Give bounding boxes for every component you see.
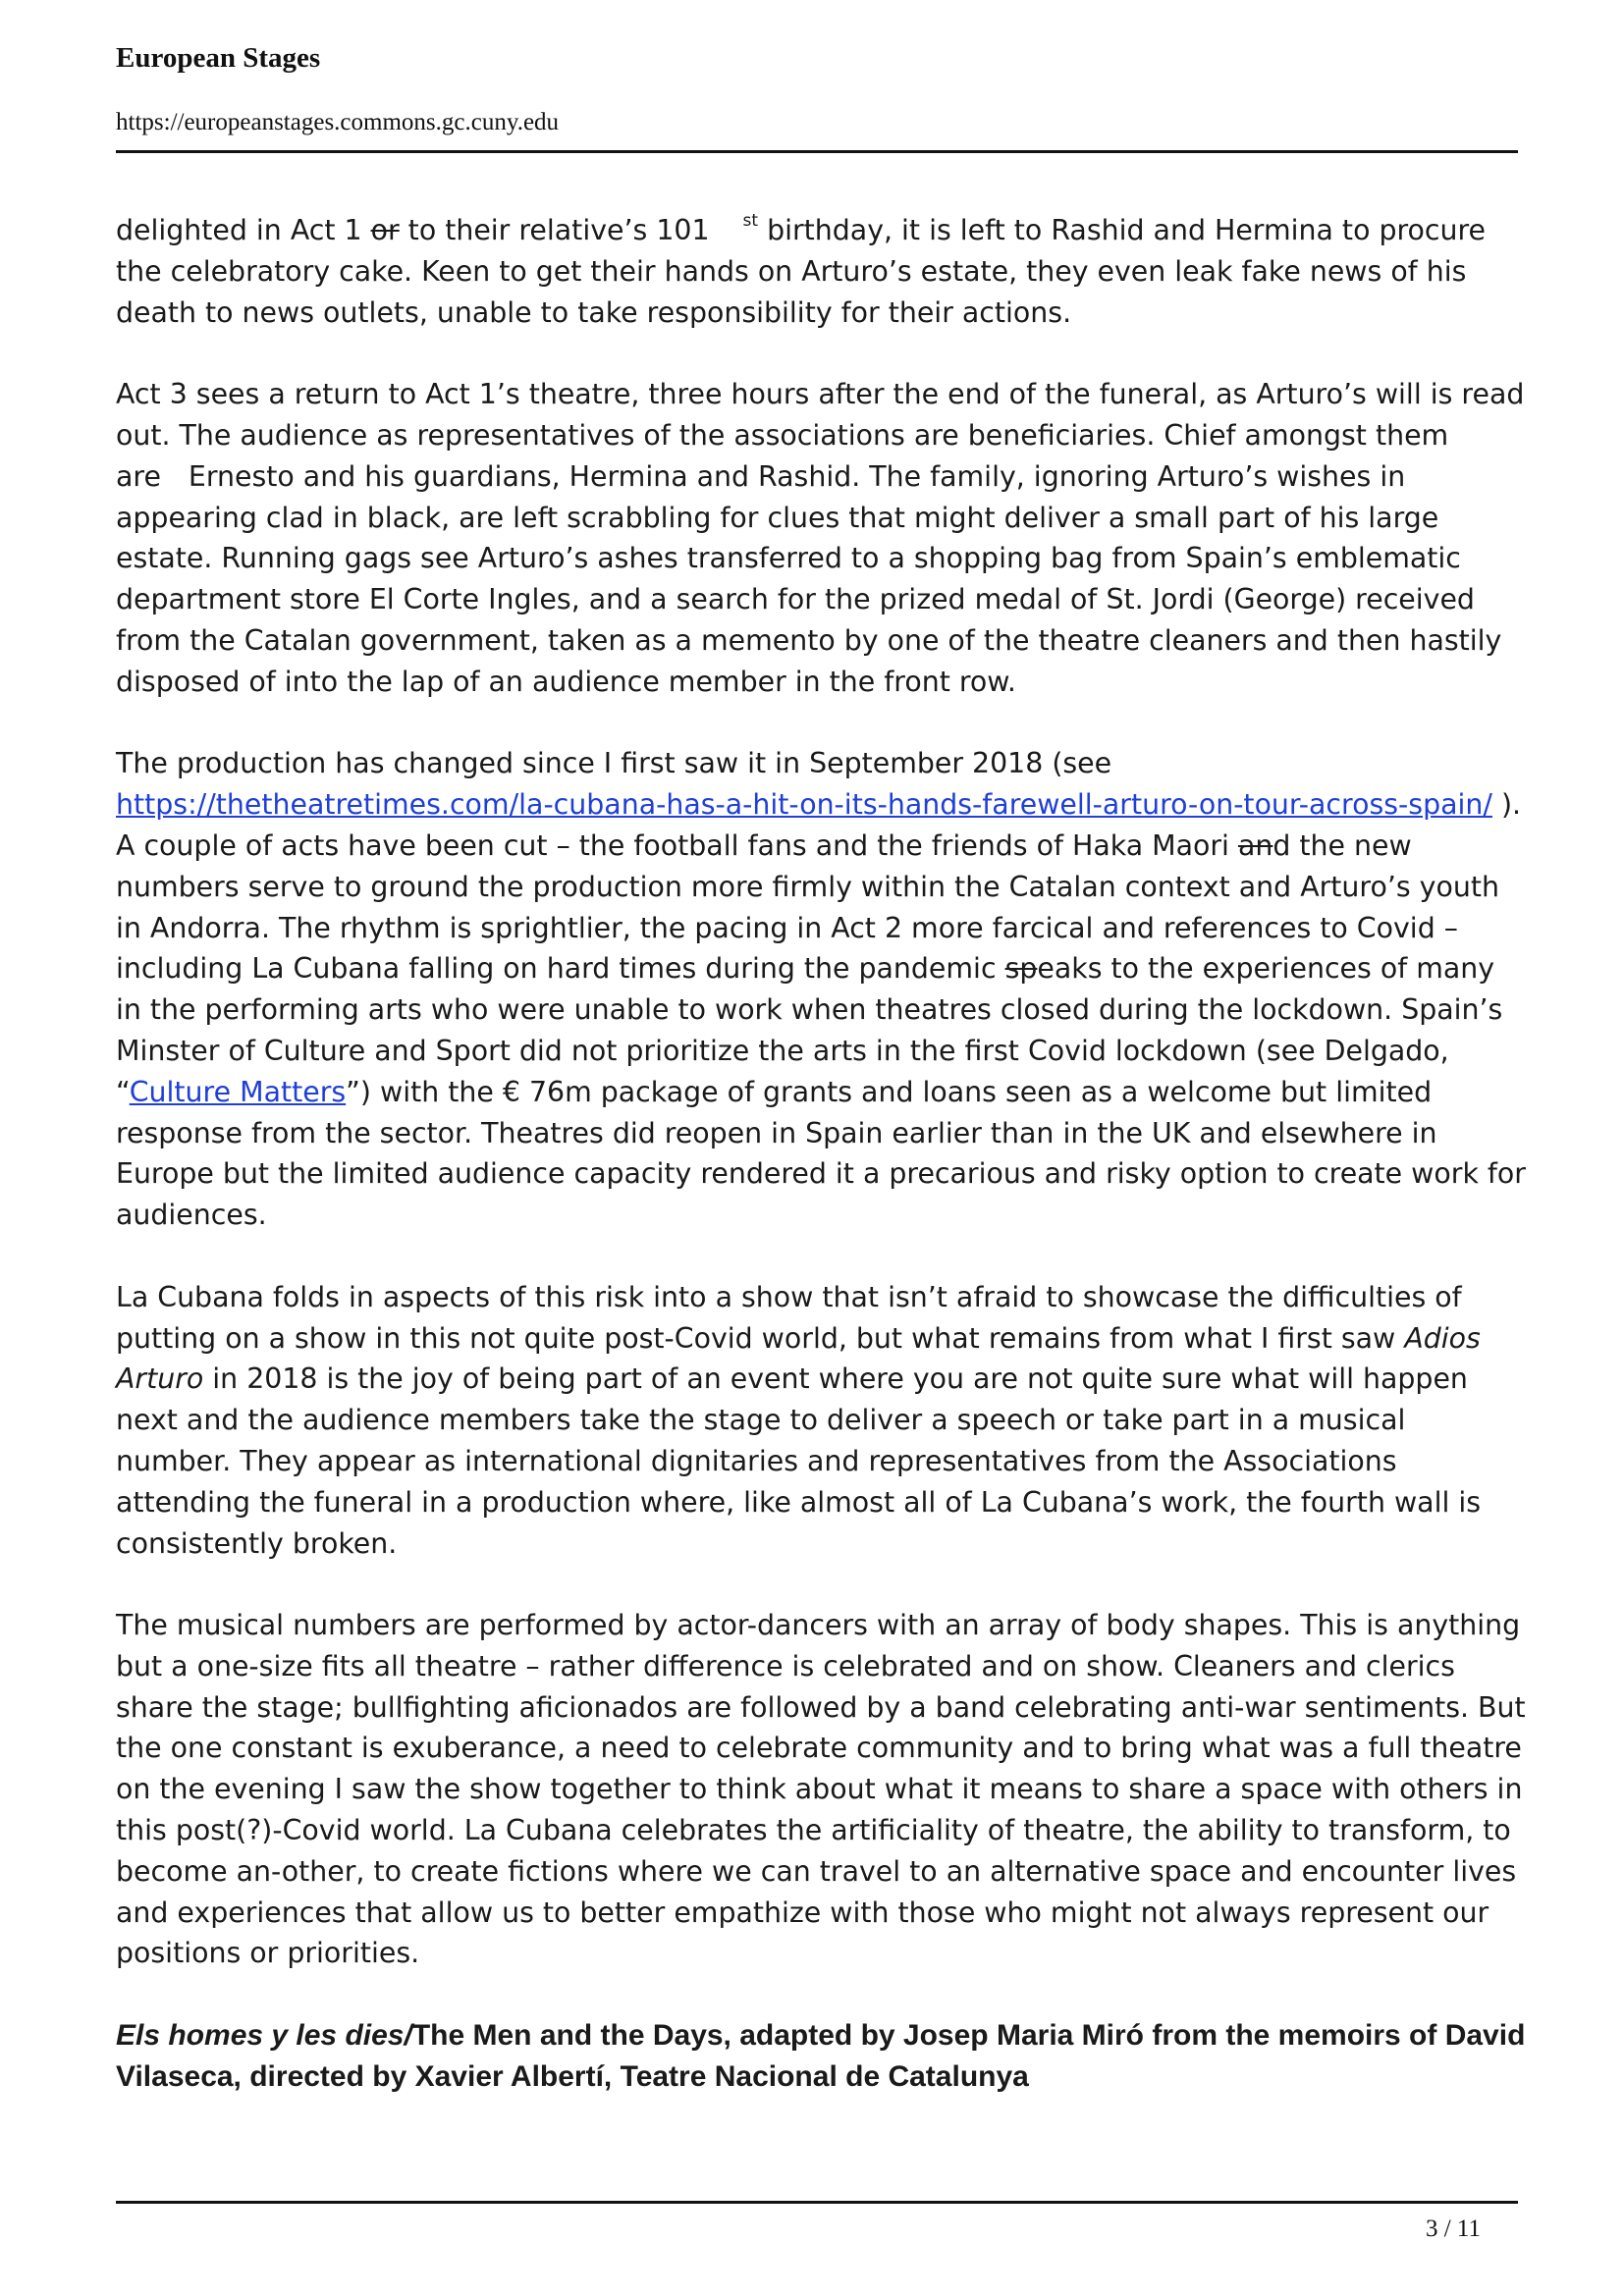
paragraph-2: [116, 374, 1526, 702]
text-run: delighted in Act 1: [116, 214, 371, 246]
text-run: Ernesto and his guardians, Hermina and Rashid. The family, ignoring Arturo’s wishes in appearing clad in black, are left scrabbling for clues that might deliver a small part of his large estate. Running gags see Arturo’s ashes transferred to a shopping bag from Spain’s emblematic department store El Corte Ingles, and a search for the prized medal of St. Jordi (George) received from the Catalan government, taken as a memento by one of the theatre cleaners and then hastily disposed of into the lap of an audience member in the front row.: [116, 459, 1502, 698]
page-number: 3 / 11: [1425, 2216, 1481, 2242]
text-run: ”) with the € 76m package of grants and loans seen as a welcome but limited response from the sector. Theatres did reopen in Spain earlier than in the UK and elsewhere in Europe but the limited audience capacity rendered it a precarious and risky option to create work for audiences.: [116, 1075, 1526, 1232]
text-run: in 2018 is the joy of being part of an event where you are not quite sure what will happen next and the audience members take the stage to deliver a speech or take part in a musical number. They appear as international dignitaries and representatives from the Associations attending the funeral in a production where, like almost all of La Cubana’s work, the fourth wall is consistently broken.: [116, 1362, 1482, 1560]
struck-text: sp: [1004, 952, 1038, 986]
section-heading: [116, 2015, 1526, 2098]
struck-text: or: [370, 214, 400, 246]
culture-matters-link[interactable]: Culture Matters: [129, 1075, 347, 1108]
text-run: ). A couple of acts have been cut – the football fans and the friends of Haka Maori: [116, 788, 1522, 862]
text-run: The production has changed since I first saw it in September 2018 (see: [116, 747, 1112, 780]
text-run: eaks to the experiences of many in the performing arts who were unable to work when theatres closed during the lockdown. Spain’s Minster of Culture and Sport did not prioritize the arts in the first Covid lockdown (see Delgado, “: [116, 952, 1503, 1108]
header-divider: [116, 150, 1518, 153]
paragraph-5: The musical numbers are performed by actor-dancers with an array of body shapes. This is anything but a one-size fits all theatre – rather difference is celebrated and on show. Cleaners and clerics share the stage; bullfighting aficionados are followed by a band celebrating anti-war sentiments. But the one constant is exuberance, a need to celebrate community and to bring what was a full theatre on the evening I saw the show together to think about what it means to share a space with others in this post(?)-Covid world. La Cubana celebrates the artificiality of theatre, the ability to transform, to become an-other, to create fictions where we can travel to an alternative space and encounter lives and experiences that allow us to better empathize with those who might not always represent our positions or priorities.: [116, 1609, 1526, 1970]
text-run: Act 3 sees a return to Act 1’s theatre, three hours after the end of the funeral, as Arturo’s will is read out. The audience as representatives of the associations are beneficiaries. Chief amongst them are: [116, 378, 1525, 493]
text-run: La Cubana folds in aspects of this risk into a show that isn’t afraid to showcase the difficulties of putting on a show in this not quite post-Covid world, but what remains from what I first saw: [116, 1280, 1462, 1355]
paragraph-1: [116, 210, 1526, 333]
article-body: [116, 210, 1526, 2139]
theatre-times-link[interactable]: https://thetheatretimes.com/la-cubana-has-a-hit-on-its-hands-farewell-arturo-on-tour-across-spain/: [116, 788, 1492, 822]
text-run: to their relative’s 101: [399, 214, 710, 246]
struck-text: an: [1237, 828, 1273, 862]
paragraph-4: [116, 1277, 1526, 1565]
ordinal-superscript: st: [742, 211, 759, 231]
heading-original-title: Els homes y les dies/: [116, 2019, 412, 2053]
show-title: Adios Arturo: [116, 1321, 1481, 1396]
site-title: European Stages: [116, 42, 321, 74]
page-header: [116, 37, 1518, 139]
text-run: d the new numbers serve to ground the production more firmly within the Catalan context and Arturo’s youth in Andorra. The rhythm is sprightlier, the pacing in Act 2 more farcical and references to Covid – including La Cubana falling on hard times during the pandemic: [116, 828, 1499, 986]
text-run: birthday, it is left to Rashid and Hermina to procure the celebratory cake. Keen to get their hands on Arturo’s estate, they even leak fake news of his death to news outlets, unable to take responsibility for their actions.: [116, 214, 1487, 329]
footer-divider: [116, 2201, 1518, 2204]
site-url: https://europeanstages.commons.gc.cuny.edu: [116, 109, 560, 135]
heading-text: The Men and the Days, adapted by Josep Maria Miró from the memoirs of David Vilaseca, directed by Xavier Albertí, Teatre Nacional de Catalunya: [116, 2019, 1526, 2094]
paragraph-3: [116, 743, 1526, 1236]
